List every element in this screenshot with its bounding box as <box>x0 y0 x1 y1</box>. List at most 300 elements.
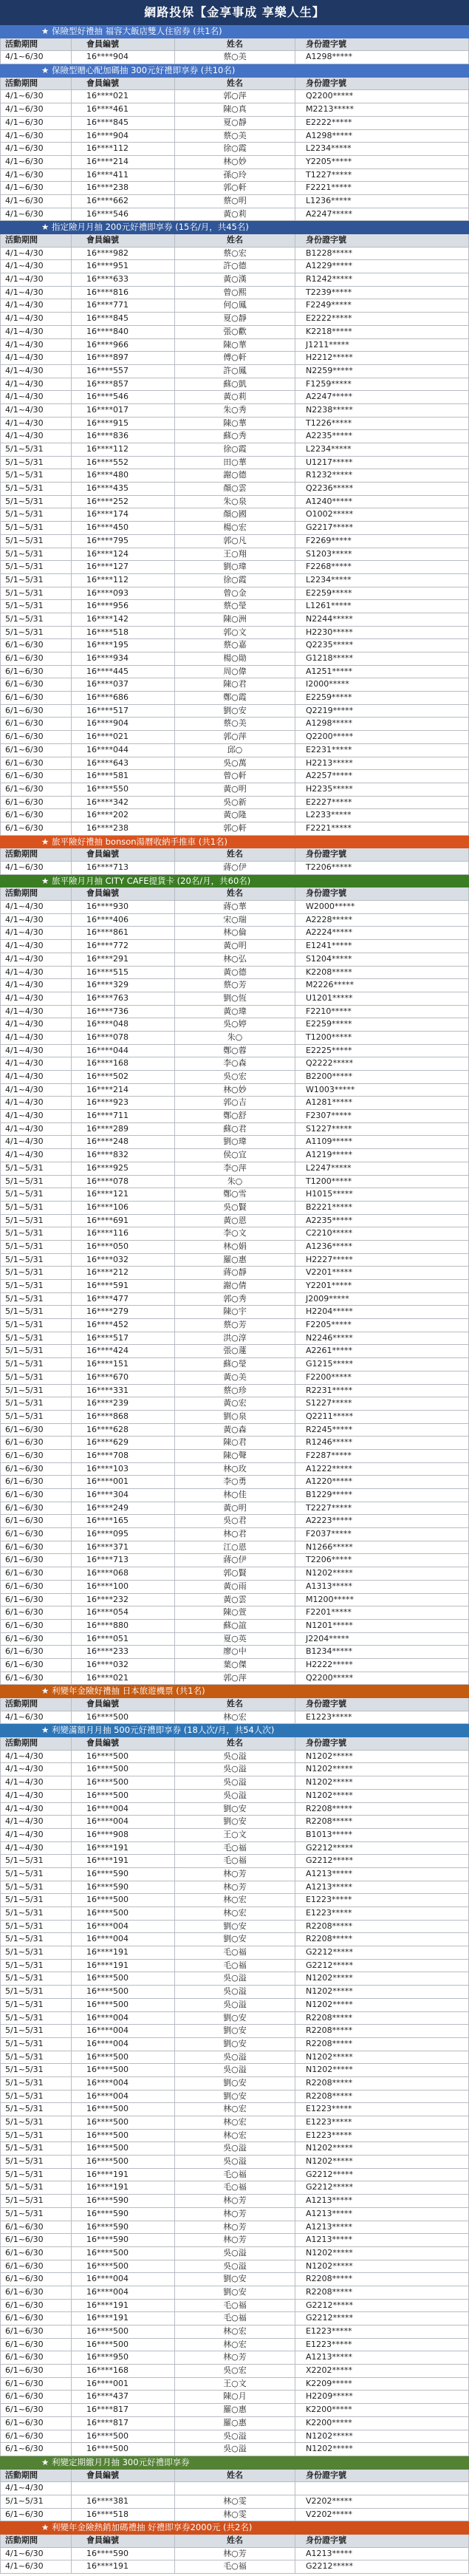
cell-id-number: Q2211***** <box>295 1411 469 1423</box>
cell-name: 顏○國 <box>175 508 295 521</box>
winner-row <box>0 1227 469 1241</box>
cell-member-id: 16****763 <box>72 992 175 1005</box>
cell-name: 毛○福 <box>175 2181 295 2194</box>
winner-row <box>0 1123 469 1137</box>
winner-row <box>0 1515 469 1528</box>
cell-member-id: 16****371 <box>72 1541 175 1554</box>
cell-name: 許○德 <box>175 260 295 273</box>
cell-name: 劉○安 <box>175 2025 295 2037</box>
cell-id-number: N1202***** <box>295 1567 469 1580</box>
cell-name: 黃○雨 <box>175 1581 295 1593</box>
cell-id-number: A1222***** <box>295 1463 469 1476</box>
section-title: ★ 指定險月月抽 200元好禮即享券 (15名/月，共45名) <box>0 221 469 234</box>
cell-name: 林○雯 <box>175 2509 295 2521</box>
winner-row <box>0 457 469 470</box>
cell-period: 4/1~4/30 <box>0 287 72 299</box>
cell-name: 傅○軒 <box>175 352 295 364</box>
cell-member-id: 16****518 <box>72 627 175 639</box>
winner-row <box>0 2430 469 2444</box>
cell-id-number: N1201***** <box>295 1620 469 1632</box>
section-title: ★ 旅平險月月抽 CITY CAFE提貨卡 (20名/月，共60名) <box>0 875 469 888</box>
winner-row <box>0 1646 469 1659</box>
winner-row <box>0 613 469 627</box>
cell-period: 6/1~6/30 <box>0 705 72 718</box>
cell-member-id: 16****480 <box>72 469 175 482</box>
cell-period: 6/1~6/30 <box>0 678 72 691</box>
winner-row <box>0 339 469 352</box>
cell-id-number: A1213***** <box>295 2221 469 2234</box>
cell-name: 劉○安 <box>175 2091 295 2103</box>
cell-id-number: N2246***** <box>295 1332 469 1345</box>
cell-member-id: 16****836 <box>72 430 175 443</box>
cell-period: 6/1~6/30 <box>0 1463 72 1476</box>
cell-member-id: 16****461 <box>72 103 175 116</box>
cell-id-number: A1298***** <box>295 718 469 730</box>
cell-member-id: 16****248 <box>72 1136 175 1148</box>
winner-row <box>0 208 469 222</box>
cell-period: 5/1~5/31 <box>0 2091 72 2103</box>
cell-period: 4/1~4/30 <box>0 927 72 939</box>
cell-member-id: 16****004 <box>72 2286 175 2299</box>
cell-period: 4/1~4/30 <box>0 352 72 364</box>
winner-row <box>0 1358 469 1372</box>
cell-name: 陳○君 <box>175 678 295 691</box>
cell-id-number: A2223***** <box>295 1515 469 1527</box>
cell-member-id: 16****691 <box>72 1215 175 1227</box>
winner-row <box>0 1071 469 1084</box>
cell-id-number: L2247***** <box>295 1162 469 1175</box>
cell-name: 郭○軒 <box>175 822 295 835</box>
winner-row <box>0 1345 469 1358</box>
cell-member-id: 16****289 <box>72 1123 175 1136</box>
cell-id-number: F2268***** <box>295 561 469 573</box>
cell-period: 5/1~5/31 <box>0 483 72 495</box>
winner-row <box>0 1463 469 1476</box>
winner-row <box>0 313 469 326</box>
winner-row <box>0 600 469 613</box>
cell-member-id: 16****068 <box>72 1567 175 1580</box>
cell-member-id: 16****845 <box>72 117 175 129</box>
winner-row <box>0 1594 469 1607</box>
winner-row <box>0 757 469 771</box>
cell-id-number: G2212***** <box>295 1946 469 1959</box>
winner-row <box>0 1907 469 1921</box>
cell-period: 5/1~5/31 <box>0 1319 72 1332</box>
cell-period: 6/1~6/30 <box>0 783 72 796</box>
cell-member-id: 16****500 <box>72 2339 175 2351</box>
section-title: ★ 利變年金險熱銷加碼禮抽 好禮即享券2000元 (共2名) <box>0 2521 469 2535</box>
cell-member-id: 16****930 <box>72 901 175 913</box>
cell-member-id: 16****021 <box>72 731 175 743</box>
cell-id-number: R2231***** <box>295 1385 469 1397</box>
winner-row <box>0 2208 469 2221</box>
cell-id-number: H2222***** <box>295 1659 469 1672</box>
cell-name: 蔡○美 <box>175 718 295 730</box>
column-header-period: 活動期間 <box>0 234 72 247</box>
cell-id-number: A1109***** <box>295 1136 469 1148</box>
cell-name: 林○玫 <box>175 1463 295 1476</box>
cell-id-number: N1202***** <box>295 1790 469 1802</box>
cell-name: 劉○安 <box>175 1803 295 1816</box>
column-header-member-id: 會員編號 <box>72 2470 175 2482</box>
winner-row <box>0 2116 469 2130</box>
cell-member-id: 16****546 <box>72 208 175 221</box>
cell-name: 黃○瑋 <box>175 1006 295 1018</box>
cell-member-id: 16****001 <box>72 1476 175 1488</box>
cell-name: 蔣○伊 <box>175 862 295 874</box>
cell-period: 6/1~6/30 <box>0 1450 72 1462</box>
cell-member-id: 16****550 <box>72 783 175 796</box>
winner-row <box>0 51 469 64</box>
cell-name: 蔡○嘉 <box>175 639 295 652</box>
column-header-row <box>0 1698 469 1711</box>
cell-member-id: 16****112 <box>72 443 175 456</box>
cell-period: 4/1~6/30 <box>0 143 72 155</box>
cell-period: 6/1~6/30 <box>0 1581 72 1593</box>
cell-period: 6/1~6/30 <box>0 2443 72 2456</box>
cell-name: 蔡○美 <box>175 51 295 64</box>
winner-row <box>0 1476 469 1489</box>
cell-id-number: G1215***** <box>295 1358 469 1371</box>
cell-name: 侯○宜 <box>175 1149 295 1162</box>
cell-member-id: 16****329 <box>72 979 175 992</box>
cell-id-number: R1246***** <box>295 1437 469 1449</box>
cell-period: 5/1~5/31 <box>0 1868 72 1881</box>
winner-row <box>0 1045 469 1058</box>
cell-id-number: A1229***** <box>295 260 469 273</box>
cell-period: 5/1~5/31 <box>0 457 72 469</box>
cell-period: 6/1~6/30 <box>0 2260 72 2273</box>
cell-id-number: C2210***** <box>295 1227 469 1240</box>
winner-row <box>0 1960 469 1973</box>
cell-member-id: 16****004 <box>72 2273 175 2286</box>
cell-id-number: E2231***** <box>295 744 469 757</box>
cell-member-id: 16****191 <box>72 1855 175 1867</box>
cell-name: 郭○賢 <box>175 1567 295 1580</box>
cell-id-number: R2208***** <box>295 2038 469 2051</box>
cell-name: 吳○宏 <box>175 1071 295 1083</box>
cell-period: 5/1~5/31 <box>0 627 72 639</box>
cell-id-number: A1213***** <box>295 1868 469 1881</box>
winner-row <box>0 1842 469 1856</box>
cell-name: 林○君 <box>175 1528 295 1541</box>
cell-name: 林○芳 <box>175 2351 295 2364</box>
cell-period: 5/1~5/31 <box>0 2130 72 2142</box>
winner-row <box>0 2260 469 2274</box>
winner-row <box>0 1855 469 1868</box>
cell-member-id: 16****590 <box>72 2195 175 2207</box>
cell-member-id: 16****845 <box>72 313 175 325</box>
cell-member-id: 16****956 <box>72 600 175 613</box>
cell-id-number: F2210***** <box>295 1006 469 1018</box>
winner-row <box>0 2378 469 2391</box>
cell-name: 吳○新 <box>175 797 295 809</box>
cell-id-number: K2218***** <box>295 326 469 338</box>
cell-name: 郭○萍 <box>175 1672 295 1685</box>
cell-period: 4/1~4/30 <box>0 299 72 312</box>
winner-row <box>0 2495 469 2509</box>
cell-name: 蔡○美 <box>175 130 295 143</box>
cell-id-number: N1202***** <box>295 2430 469 2443</box>
winner-row <box>0 2025 469 2038</box>
cell-name: 郭○萍 <box>175 90 295 103</box>
winner-row <box>0 2482 469 2495</box>
winner-row <box>0 1751 469 1764</box>
cell-period: 6/1~6/30 <box>0 770 72 783</box>
winner-row <box>0 822 469 836</box>
winner-row <box>0 692 469 705</box>
cell-member-id: 16****165 <box>72 1515 175 1527</box>
cell-id-number: N1202***** <box>295 2156 469 2168</box>
cell-period: 6/1~6/30 <box>0 2300 72 2312</box>
cell-member-id: 16****546 <box>72 391 175 403</box>
cell-member-id <box>72 2482 175 2495</box>
cell-id-number: H2235***** <box>295 783 469 796</box>
cell-member-id: 16****629 <box>72 1437 175 1449</box>
cell-period: 4/1~6/30 <box>0 103 72 116</box>
winner-row <box>0 2509 469 2522</box>
column-header-name: 姓名 <box>175 887 295 900</box>
winner-row <box>0 1018 469 1032</box>
winner-row <box>0 1424 469 1437</box>
winner-row <box>0 1711 469 1725</box>
cell-member-id: 16****021 <box>72 90 175 103</box>
cell-period: 5/1~5/31 <box>0 2495 72 2508</box>
cell-name: 吳○溢 <box>175 2430 295 2443</box>
winner-row <box>0 2325 469 2339</box>
cell-period: 5/1~5/31 <box>0 1345 72 1357</box>
cell-period: 5/1~5/31 <box>0 1999 72 2011</box>
cell-name: 鄭○雪 <box>175 1188 295 1201</box>
cell-name: 劉○安 <box>175 2038 295 2051</box>
cell-id-number: N1202***** <box>295 2142 469 2155</box>
cell-name: 林○娟 <box>175 1241 295 1253</box>
cell-id-number: I2000***** <box>295 678 469 691</box>
cell-id-number: F2201***** <box>295 1606 469 1619</box>
cell-member-id: 16****095 <box>72 1528 175 1541</box>
cell-name: 吳○溢 <box>175 2443 295 2456</box>
cell-period: 6/1~6/30 <box>0 1554 72 1567</box>
cell-member-id: 16****857 <box>72 378 175 391</box>
winner-row <box>0 2273 469 2286</box>
column-header-name: 姓名 <box>175 1737 295 1750</box>
cell-name: 王○翔 <box>175 548 295 561</box>
cell-id-number: A2257***** <box>295 770 469 783</box>
cell-id-number: R1232***** <box>295 469 469 482</box>
cell-period: 6/1~6/30 <box>0 718 72 730</box>
cell-member-id: 16****795 <box>72 535 175 548</box>
cell-period: 6/1~6/30 <box>0 1659 72 1672</box>
cell-id-number: F2200***** <box>295 1372 469 1384</box>
cell-name: 毛○福 <box>175 1960 295 1972</box>
winner-row <box>0 90 469 103</box>
cell-name: 田○華 <box>175 457 295 469</box>
winner-row <box>0 744 469 757</box>
winner-row <box>0 992 469 1006</box>
section-title: ★ 利變滿額月月抽 500元好禮即享券 (18人次/月，共54人次) <box>0 1724 469 1737</box>
cell-id-number: G2217***** <box>295 522 469 534</box>
cell-id-number: A1313***** <box>295 1581 469 1593</box>
cell-period: 5/1~5/31 <box>0 2116 72 2129</box>
cell-id-number: N2244***** <box>295 613 469 626</box>
cell-member-id: 16****500 <box>72 2430 175 2443</box>
winner-row <box>0 731 469 744</box>
cell-member-id: 16****590 <box>72 1868 175 1881</box>
cell-name: 羅○惠 <box>175 2417 295 2430</box>
column-header-period: 活動期間 <box>0 1737 72 1750</box>
winner-row <box>0 143 469 156</box>
cell-name: 何○鳳 <box>175 299 295 312</box>
cell-member-id: 16****590 <box>72 2548 175 2560</box>
winner-row <box>0 652 469 666</box>
cell-period: 4/1~4/30 <box>0 378 72 391</box>
cell-period: 4/1~4/30 <box>0 1123 72 1136</box>
cell-id-number: R2208***** <box>295 1933 469 1946</box>
cell-name: 黃○漢 <box>175 273 295 286</box>
cell-member-id: 16****214 <box>72 156 175 168</box>
cell-period: 6/1~6/30 <box>0 666 72 678</box>
winner-row <box>0 953 469 967</box>
winner-row <box>0 1659 469 1672</box>
cell-id-number: Q2200***** <box>295 1672 469 1685</box>
cell-member-id: 16****628 <box>72 1424 175 1437</box>
cell-name: 劉○安 <box>175 1816 295 1828</box>
cell-name: 林○芳 <box>175 2221 295 2234</box>
cell-id-number: R2208***** <box>295 1803 469 1816</box>
winner-row <box>0 1933 469 1946</box>
cell-name: 吳○君 <box>175 1515 295 1527</box>
winner-row <box>0 2391 469 2404</box>
cell-member-id: 16****500 <box>72 2064 175 2076</box>
cell-name: 郭○凡 <box>175 535 295 548</box>
column-header-name: 姓名 <box>175 848 295 861</box>
cell-member-id: 16****004 <box>72 2077 175 2090</box>
cell-member-id: 16****817 <box>72 2417 175 2430</box>
column-header-name: 姓名 <box>175 2470 295 2482</box>
winner-row <box>0 404 469 418</box>
cell-period: 4/1~4/30 <box>0 1084 72 1097</box>
cell-period: 5/1~5/31 <box>0 1267 72 1279</box>
cell-id-number: B2200***** <box>295 1071 469 1083</box>
cell-member-id: 16****233 <box>72 1646 175 1658</box>
cell-id-number: T1200***** <box>295 1032 469 1044</box>
cell-name: 林○宏 <box>175 2116 295 2129</box>
cell-id-number: T2206***** <box>295 1554 469 1567</box>
cell-member-id: 16****832 <box>72 1149 175 1162</box>
cell-id-number: S1227***** <box>295 1397 469 1410</box>
cell-name: 吳○萬 <box>175 757 295 770</box>
cell-period: 4/1~4/30 <box>0 1032 72 1044</box>
cell-member-id: 16****406 <box>72 914 175 927</box>
cell-period: 5/1~5/31 <box>0 1881 72 1894</box>
cell-period: 6/1~6/30 <box>0 809 72 822</box>
cell-period: 6/1~6/30 <box>0 2351 72 2364</box>
cell-id-number: N1202***** <box>295 1986 469 1998</box>
cell-member-id: 16****500 <box>72 2443 175 2456</box>
prize-section <box>0 64 469 221</box>
cell-member-id: 16****868 <box>72 1411 175 1423</box>
cell-name: 夏○英 <box>175 1633 295 1646</box>
cell-member-id: 16****331 <box>72 1385 175 1397</box>
cell-period: 4/1~4/30 <box>0 326 72 338</box>
cell-member-id: 16****452 <box>72 1319 175 1332</box>
cell-name: 江○恩 <box>175 1541 295 1554</box>
cell-name: 曾○熙 <box>175 287 295 299</box>
cell-name: 李○勇 <box>175 1476 295 1488</box>
cell-period: 6/1~6/30 <box>0 1594 72 1606</box>
cell-id-number: R2208***** <box>295 2025 469 2037</box>
column-header-row <box>0 1737 469 1751</box>
cell-period: 4/1~4/30 <box>0 1816 72 1828</box>
winner-row <box>0 574 469 587</box>
cell-id-number: R2208***** <box>295 2091 469 2103</box>
winner-row <box>0 783 469 797</box>
winner-row <box>0 979 469 992</box>
cell-period: 4/1~4/30 <box>0 914 72 927</box>
cell-member-id: 16****904 <box>72 130 175 143</box>
cell-period: 6/1~6/30 <box>0 2509 72 2521</box>
cell-name: 林○芳 <box>175 2234 295 2246</box>
cell-member-id: 16****736 <box>72 1006 175 1018</box>
cell-member-id: 16****966 <box>72 339 175 352</box>
cell-period: 4/1~4/30 <box>0 1045 72 1057</box>
cell-member-id: 16****174 <box>72 508 175 521</box>
cell-period: 4/1~4/30 <box>0 1790 72 1802</box>
cell-member-id: 16****202 <box>72 809 175 822</box>
winner-row <box>0 1502 469 1516</box>
winner-row <box>0 169 469 183</box>
cell-name: 曾○軒 <box>175 770 295 783</box>
winner-row <box>0 1829 469 1842</box>
winner-row <box>0 1110 469 1123</box>
cell-name: 林○芳 <box>175 1881 295 1894</box>
winner-row <box>0 2012 469 2025</box>
winner-row <box>0 1816 469 1829</box>
winner-row <box>0 797 469 810</box>
column-header-id-number: 身份證字號 <box>295 1698 469 1711</box>
cell-period: 5/1~5/31 <box>0 2169 72 2181</box>
cell-name: 洪○淳 <box>175 1332 295 1345</box>
cell-name: 劉○瑋 <box>175 1136 295 1148</box>
cell-name: 蘇○凱 <box>175 378 295 391</box>
cell-name: 林○宏 <box>175 1711 295 1724</box>
cell-name: 吳○溢 <box>175 2156 295 2168</box>
cell-id-number: E1223***** <box>295 2325 469 2338</box>
winner-row <box>0 1136 469 1149</box>
cell-name: 陳○君 <box>175 1437 295 1449</box>
cell-period: 4/1~6/30 <box>0 2560 72 2573</box>
cell-name: 蘇○誼 <box>175 1620 295 1632</box>
cell-id-number: S1203***** <box>295 548 469 561</box>
column-header-member-id: 會員編號 <box>72 1737 175 1750</box>
winner-row <box>0 1921 469 1934</box>
cell-member-id: 16****004 <box>72 1803 175 1816</box>
cell-member-id: 16****633 <box>72 273 175 286</box>
cell-member-id: 16****239 <box>72 1397 175 1410</box>
cell-name: 黃○宏 <box>175 1397 295 1410</box>
column-header-id-number: 身份證字號 <box>295 234 469 247</box>
cell-member-id: 16****517 <box>72 705 175 718</box>
cell-id-number: B1234***** <box>295 1646 469 1658</box>
winner-row <box>0 1437 469 1450</box>
cell-period: 5/1~5/31 <box>0 469 72 482</box>
cell-name: 林○宏 <box>175 2339 295 2351</box>
cell-member-id: 16****021 <box>72 1672 175 1685</box>
cell-period: 4/1~6/30 <box>0 2548 72 2560</box>
cell-period: 6/1~6/30 <box>0 2312 72 2325</box>
cell-member-id: 16****500 <box>72 2156 175 2168</box>
cell-name: 蘇○君 <box>175 1123 295 1136</box>
